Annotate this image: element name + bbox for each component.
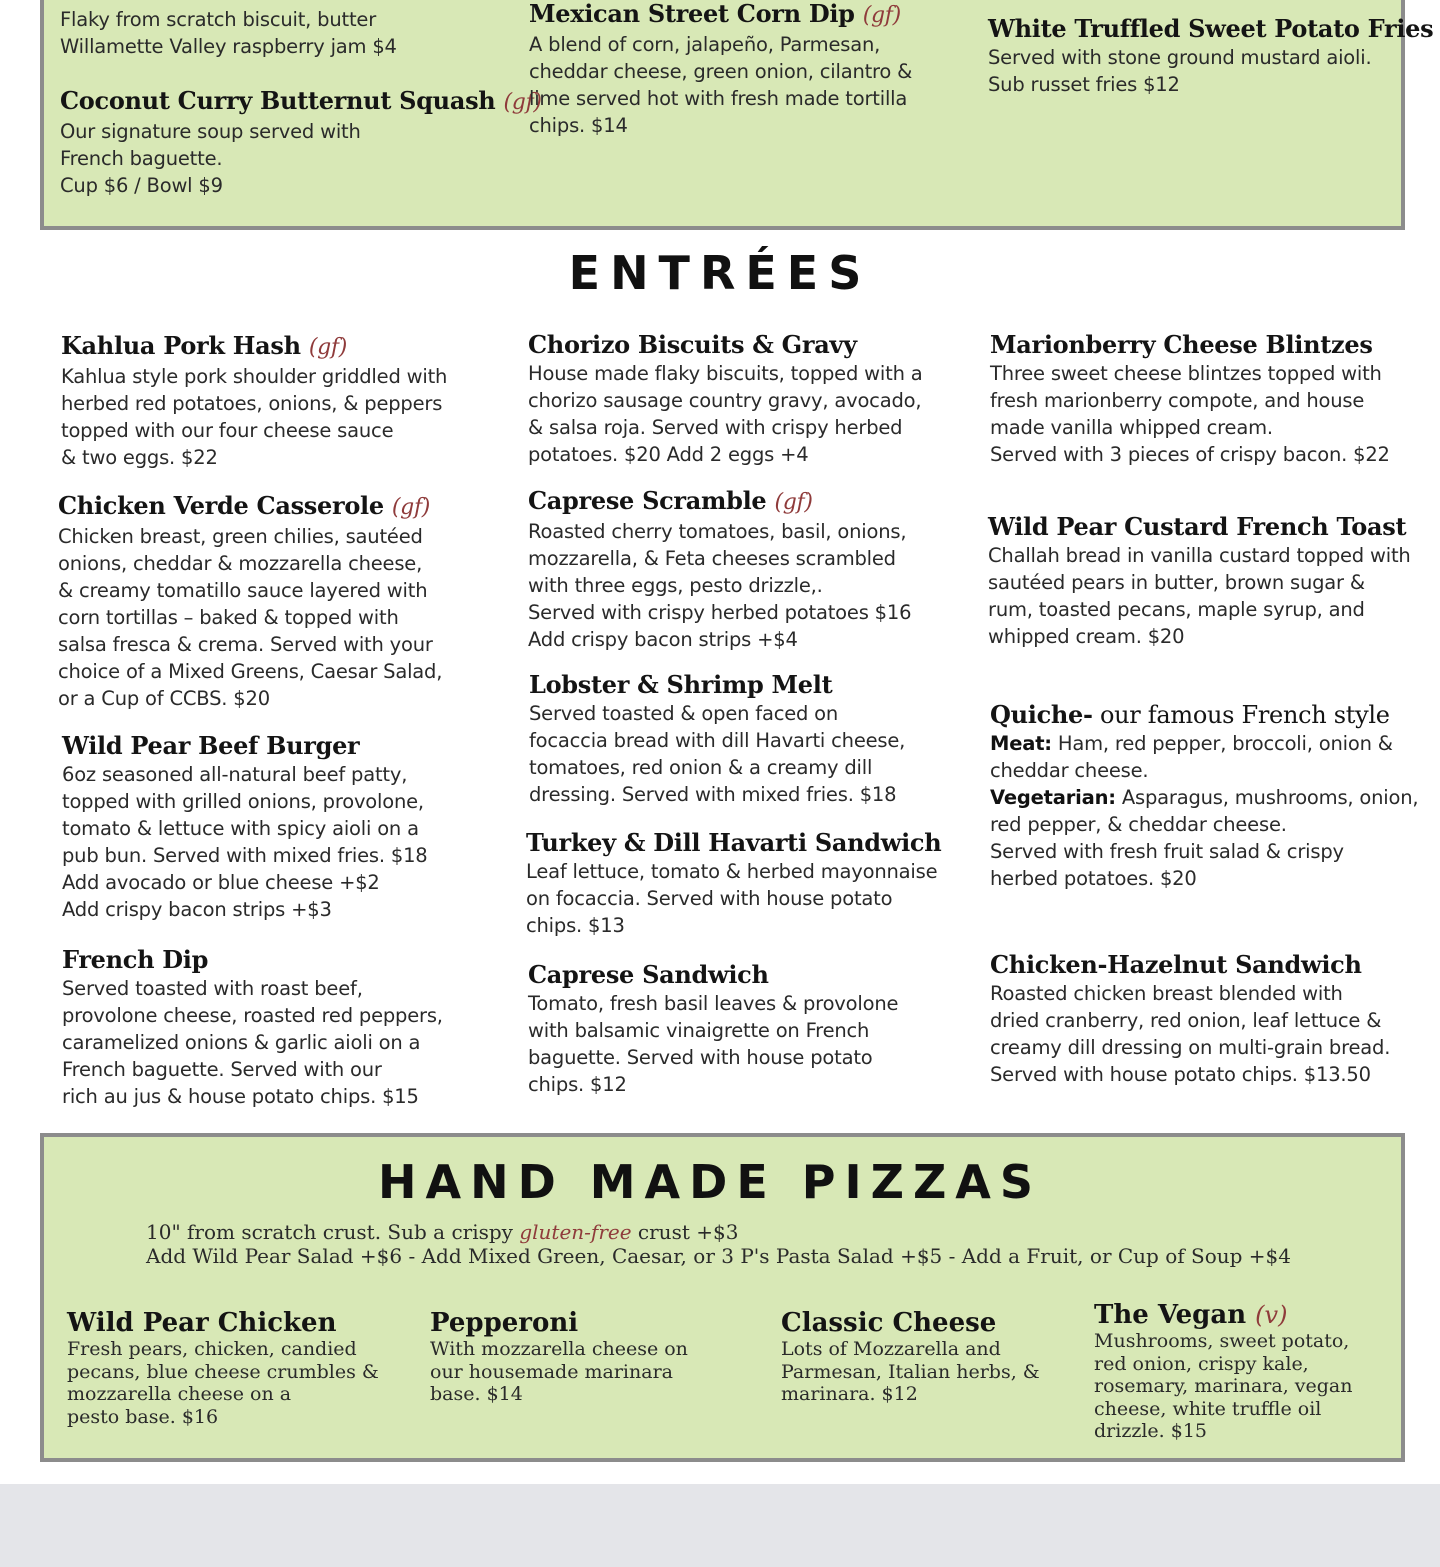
quiche-vegetarian: Vegetarian: Asparagus, mushrooms, onion, red pepper, & cheddar cheese. xyxy=(990,786,1419,836)
item-name: Marionberry Cheese Blintzes xyxy=(990,330,1373,359)
section-title-entrees: ENTRÉES xyxy=(568,246,872,300)
menu-item-biscuit xyxy=(60,6,397,60)
item-name: Caprese Sandwich xyxy=(528,960,769,989)
pizza-wild-pear-chicken xyxy=(67,1308,379,1428)
menu-item-turkey-havarti xyxy=(526,828,941,939)
item-name: The Vegan (v) xyxy=(1094,1300,1288,1330)
item-description: House made flaky biscuits, topped with a chorizo sausage country gravy, avocado, & salsa roja. Served with crispy herbed potatoes. $20 Add 2 eggs +4 xyxy=(528,362,923,466)
menu-item-lobster-shrimp-melt xyxy=(529,670,905,808)
item-name: Coconut Curry Butternut Squash (gf) xyxy=(60,86,542,115)
item-description: Fresh pears, chicken, candied pecans, blue cheese crumbles & mozzarella cheese on a pesto base. $16 xyxy=(67,1338,379,1428)
item-description: Served toasted with roast beef, provolone cheese, roasted red peppers, caramelized onions & garlic aioli on a French baguette. Served with our rich au jus & house potato chips. $15 xyxy=(62,977,443,1108)
menu-item-squash xyxy=(60,86,542,199)
item-description: Chicken breast, green chilies, sautéed onions, cheddar & mozzarella cheese, & creamy tomatillo sauce layered with corn tortillas – baked & topped with salsa fresca & crema. Served with your choice of a Mixed Greens, Caesar Salad, or a Cup of CCBS. $20 xyxy=(58,525,443,710)
menu-item-french-dip xyxy=(62,945,443,1110)
item-description: Served toasted & open faced on focaccia bread with dill Havarti cheese, tomatoes, red onion & a creamy dill dressing. Served with mixed fries. $18 xyxy=(529,702,906,806)
item-name: Wild Pear Beef Burger xyxy=(62,731,360,760)
quiche-meat: Meat: Ham, red pepper, broccoli, onion & cheddar cheese. xyxy=(990,732,1393,782)
item-name: Chicken-Hazelnut Sandwich xyxy=(990,950,1362,979)
item-name: Caprese Scramble (gf) xyxy=(528,486,813,515)
item-description: Served with stone ground mustard aioli. Sub russet fries $12 xyxy=(988,46,1372,96)
item-description: With mozzarella cheese on our housemade marinara base. $14 xyxy=(430,1338,688,1405)
menu-item-blintzes xyxy=(990,330,1390,468)
pizza-classic-cheese xyxy=(781,1308,1040,1406)
item-description: Challah bread in vanilla custard topped with sautéed pears in butter, brown sugar & rum, toasted pecans, maple syrup, and whipped cream. $20 xyxy=(988,544,1411,648)
pizza-pepperoni xyxy=(430,1308,688,1406)
item-description: Three sweet cheese blintzes topped with fresh marionberry compote, and house made vanilla whipped cream. Served with 3 pieces of crispy bacon. $22 xyxy=(990,362,1390,466)
item-description: Served with fresh fruit salad & crispy herbed potatoes. $20 xyxy=(990,840,1344,890)
item-description: Leaf lettuce, tomato & herbed mayonnaise on focaccia. Served with house potato chips. $13 xyxy=(526,860,938,937)
menu-item-chorizo-biscuits xyxy=(528,330,922,468)
pizza-note-crust: 10" from scratch crust. Sub a crispy gluten-free crust +$3 xyxy=(146,1220,739,1244)
gluten-free-tag: (gf) xyxy=(774,490,813,515)
gluten-free-label: gluten-free xyxy=(519,1220,632,1244)
section-title-pizzas: HAND MADE PIZZAS xyxy=(377,1155,1043,1209)
item-name: Kahlua Pork Hash (gf) xyxy=(61,331,348,360)
item-description: Roasted chicken breast blended with dried cranberry, red onion, leaf lettuce & creamy dill dressing on multi-grain bread. Served with house potato chips. $13.50 xyxy=(990,982,1391,1086)
item-name: Turkey & Dill Havarti Sandwich xyxy=(526,828,942,857)
menu-item-chicken-hazelnut xyxy=(990,950,1390,1088)
menu-item-fries xyxy=(988,14,1433,98)
menu-item-kahlua-pork-hash xyxy=(61,331,447,471)
item-name: Lobster & Shrimp Melt xyxy=(529,670,833,699)
item-description: Roasted cherry tomatoes, basil, onions, mozzarella, & Feta cheeses scrambled with three eggs, pesto drizzle,. Served with crispy herbed potatoes $16 Add crispy bacon strips +$4 xyxy=(528,520,912,651)
gluten-free-tag: (gf) xyxy=(391,495,431,520)
item-description: A blend of corn, jalapeño, Parmesan, cheddar cheese, green onion, cilantro & lime served hot with fresh made tortilla chips. $14 xyxy=(529,33,913,137)
item-name: Chorizo Biscuits & Gravy xyxy=(528,330,857,359)
item-description: Mushrooms, sweet potato, red onion, crispy kale, rosemary, marinara, vegan cheese, white truffle oil drizzle. $15 xyxy=(1094,1330,1353,1442)
item-name: Chicken Verde Casserole (gf) xyxy=(58,491,431,520)
item-name: Quiche- our famous French style xyxy=(990,700,1390,729)
gluten-free-tag: (gf) xyxy=(862,3,901,28)
item-description: Lots of Mozzarella and Parmesan, Italian herbs, & marinara. $12 xyxy=(781,1338,1040,1405)
bottom-bar xyxy=(0,1484,1440,1567)
menu-item-quiche xyxy=(990,700,1418,892)
menu-item-caprese-scramble xyxy=(528,486,911,653)
vegan-tag: (v) xyxy=(1255,1301,1288,1329)
item-name: French Dip xyxy=(62,945,209,974)
item-name: Mexican Street Corn Dip (gf) xyxy=(529,0,901,28)
item-name: Pepperoni xyxy=(430,1308,579,1338)
item-name: Classic Cheese xyxy=(781,1308,997,1338)
pizza-vegan xyxy=(1094,1300,1353,1443)
menu-item-chicken-verde-casserole xyxy=(58,491,442,712)
item-description: Flaky from scratch biscuit, butter Willamette Valley raspberry jam $4 xyxy=(60,8,397,58)
item-name: Wild Pear Custard French Toast xyxy=(988,512,1407,541)
item-description: 6oz seasoned all-natural beef patty, topped with grilled onions, provolone, tomato & lettuce with spicy aioli on a pub bun. Served with mixed fries. $18 Add avocado or blue cheese +$2 Add crispy bacon strips +$3 xyxy=(62,763,428,921)
menu-item-caprese-sandwich xyxy=(528,960,898,1098)
item-name: White Truffled Sweet Potato Fries xyxy=(988,14,1434,43)
menu-item-corn-dip xyxy=(529,0,912,139)
pizza-note-addons: Add Wild Pear Salad +$6 - Add Mixed Green, Caesar, or 3 P's Pasta Salad +$5 - Add a Fruit, or Cup of Soup +$4 xyxy=(146,1244,1291,1268)
menu-item-beef-burger xyxy=(62,731,427,923)
gluten-free-tag: (gf) xyxy=(503,90,542,115)
item-name: Wild Pear Chicken xyxy=(67,1308,337,1338)
menu-item-french-toast xyxy=(988,512,1411,650)
item-subtitle: our famous French style xyxy=(1092,701,1390,729)
item-description: Our signature soup served with French baguette. Cup $6 / Bowl $9 xyxy=(60,120,361,197)
item-description: Tomato, fresh basil leaves & provolone with balsamic vinaigrette on French baguette. Served with house potato chips. $12 xyxy=(528,992,899,1096)
gluten-free-tag: (gf) xyxy=(308,335,348,360)
item-description: Kahlua style pork shoulder griddled with herbed red potatoes, onions, & peppers topped with our four cheese sauce & two eggs. $22 xyxy=(61,365,448,469)
